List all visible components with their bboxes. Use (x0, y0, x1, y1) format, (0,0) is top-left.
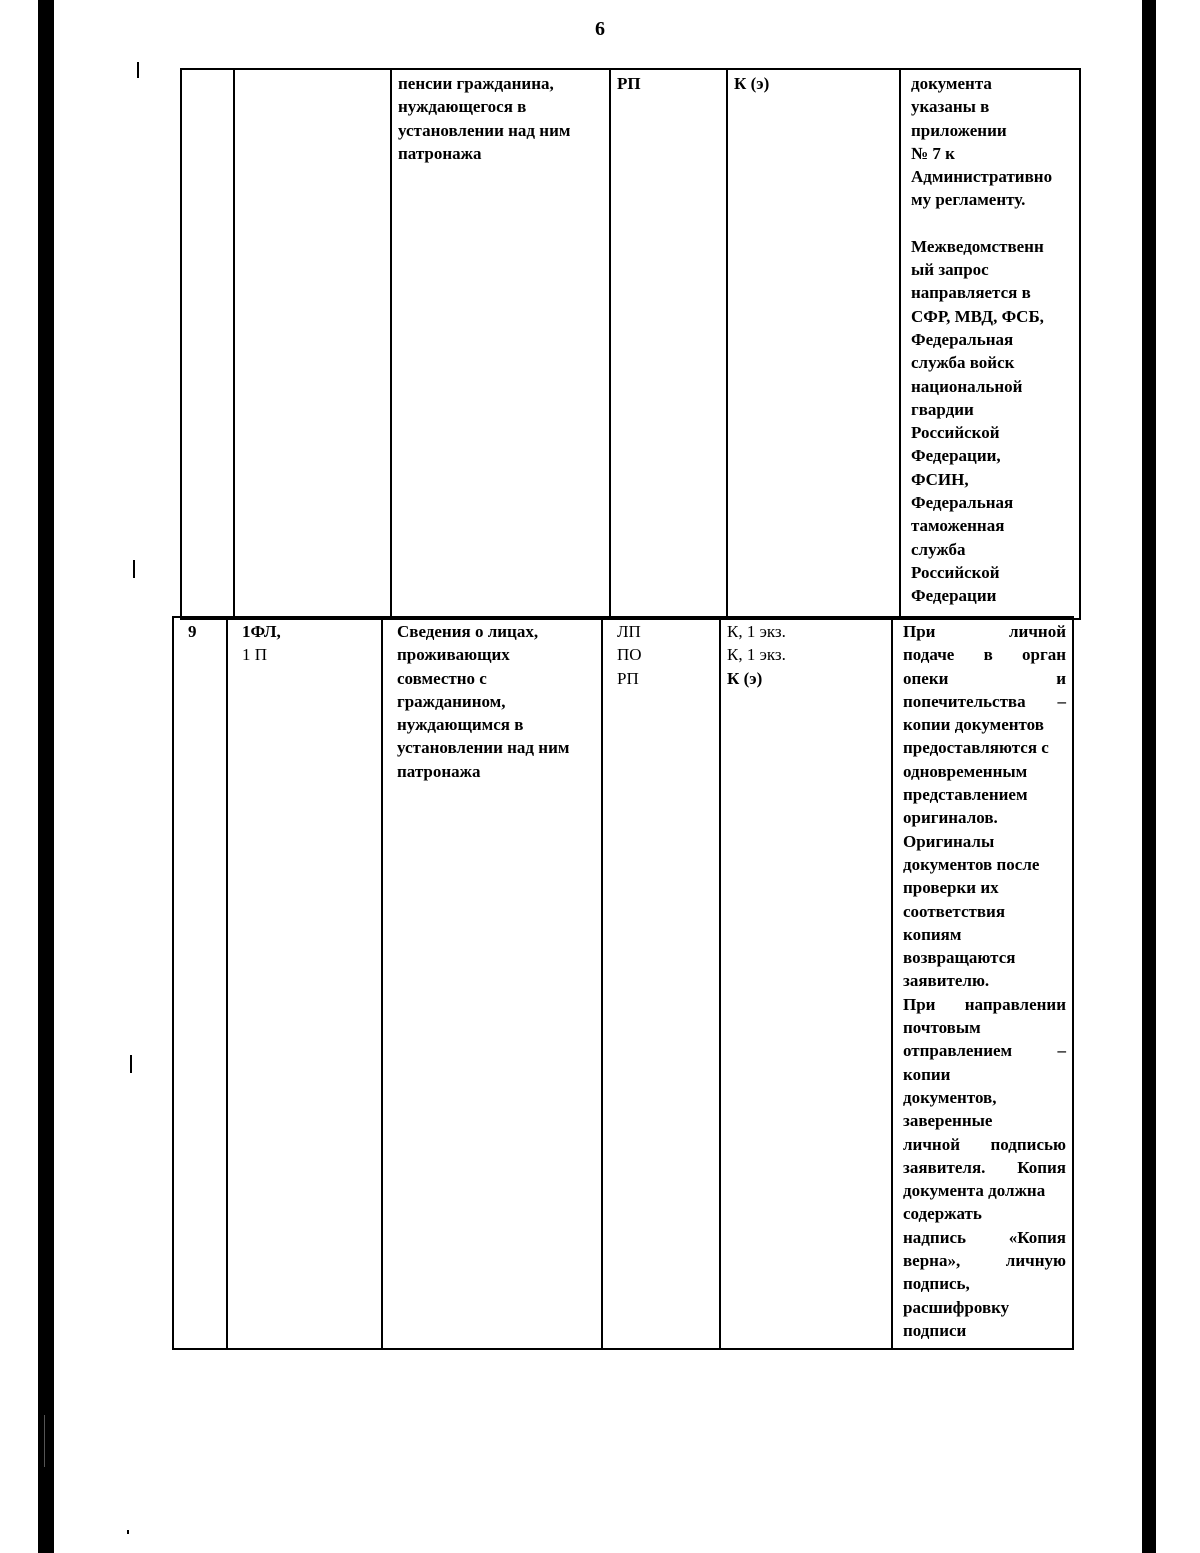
notes-line: попечительства – (903, 691, 1066, 711)
page-number: 6 (595, 18, 605, 40)
notes-line: копии документов (903, 715, 1044, 735)
notes-line: Оригиналы (903, 831, 995, 851)
notes-line: предоставляются с (903, 738, 1049, 758)
notes-cell (892, 617, 1073, 1349)
copies-cell: К (э) (727, 69, 900, 619)
notes-line: одновременным (903, 761, 1028, 781)
notes-line: копиям (903, 924, 962, 944)
notes-line: подаче в орган (903, 645, 1066, 665)
document-cell: пенсии гражданина, нуждающегося в установлении над ним патронажа (391, 69, 610, 619)
notes-cell: документа указаны в приложении № 7 к Административно му регламенту. Межведомственн ый запрос направляется в СФР, МВД, ФСБ, Федеральная служба войск национальной гвардии Российской Федерации, ФСИН, Федеральная таможенная служба Российской Федерации (900, 69, 1080, 619)
scan-mark (137, 62, 139, 78)
notes-line: опеки и (903, 668, 1066, 688)
notes-line: возвращаются (903, 948, 1016, 968)
scan-edge-left (38, 0, 54, 1553)
notes-line: подписи (903, 1320, 967, 1340)
scan-mark (127, 1530, 129, 1534)
row-number-cell: 9 (173, 617, 227, 1349)
documents-table-continued (180, 68, 1081, 620)
notes-line: заявителя. Копия (903, 1157, 1066, 1177)
notes-line: проверки их (903, 878, 999, 898)
notes-line: надпись «Копия (903, 1227, 1066, 1247)
notes-line: представлением (903, 785, 1028, 805)
notes-line: расшифровку (903, 1297, 1010, 1317)
form-cell: ЛП ПО РП (602, 617, 720, 1349)
notes-line: документов после (903, 854, 1040, 874)
notes-line: документов, (903, 1087, 997, 1107)
notes-line: документа должна (903, 1181, 1046, 1201)
notes-line: отправлением – (903, 1041, 1066, 1061)
notes-line: копии (903, 1064, 951, 1084)
notes-line: При направлении (903, 994, 1066, 1014)
scan-edge-right (1142, 0, 1156, 1553)
notes-line: верна», личную (903, 1251, 1066, 1271)
table-row (181, 69, 1080, 619)
row-number-cell (181, 69, 234, 619)
document-cell: Сведения о лицах, проживающих совместно с гражданином, нуждающимся в установлении над ним патронажа (382, 617, 602, 1349)
notes-line: При личной (903, 622, 1066, 641)
notes-line: соответствия (903, 901, 1006, 921)
notes-line: оригиналов. (903, 808, 998, 828)
category-cell (234, 69, 391, 619)
notes-text (903, 620, 1066, 1342)
notes-line: почтовым (903, 1018, 981, 1038)
documents-table-row-9 (172, 616, 1074, 1350)
copies-cell: К, 1 экз. К, 1 экз. К (э) (720, 617, 892, 1349)
scan-mark (44, 1415, 45, 1467)
notes-line: личной подписью (903, 1134, 1066, 1154)
notes-line: заверенные (903, 1111, 993, 1131)
scan-mark (130, 1055, 132, 1073)
notes-line: содержать (903, 1204, 982, 1224)
notes-line: заявителю. (903, 971, 990, 991)
notes-line: подпись, (903, 1274, 970, 1294)
table-row (173, 617, 1073, 1349)
scan-mark (133, 560, 135, 578)
form-cell: РП (610, 69, 727, 619)
category-cell: 1ФЛ, 1 П (227, 617, 382, 1349)
